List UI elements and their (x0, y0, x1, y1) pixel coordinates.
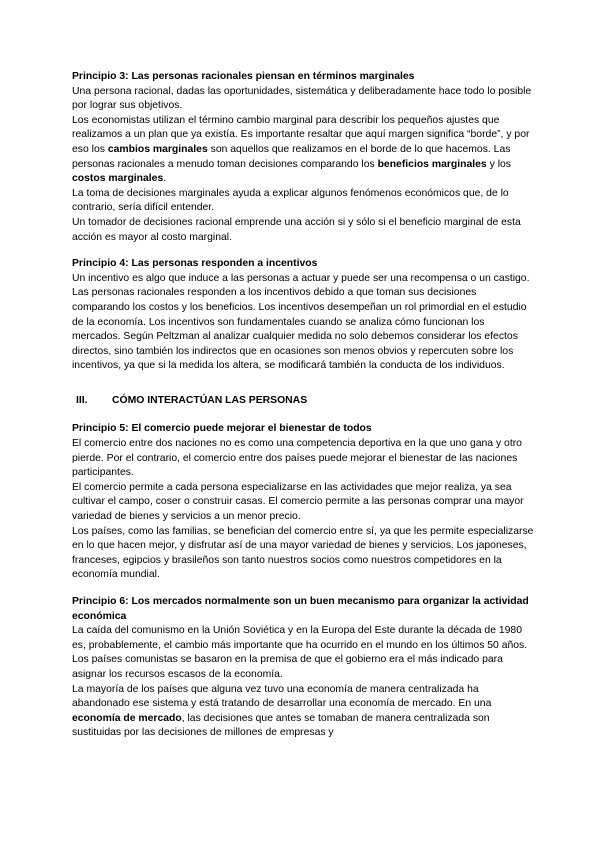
principle-5-paragraph-1: El comercio entre dos naciones no es como una competencia deportiva en la que uno gana y otro pierde. Por el contrario, el comercio entre dos países puede mejorar el bienestar de las naciones participantes. (72, 438, 522, 479)
principle-3-paragraph-2 (72, 114, 534, 187)
section-heading (72, 394, 534, 409)
text-run: . (163, 173, 167, 185)
section-title: CÓMO INTERACTÚAN LAS PERSONAS (112, 394, 308, 406)
bold-term-costos-marginales: costos marginales (72, 173, 164, 185)
bold-term-economia-de-mercado: economía de mercado (72, 712, 182, 724)
document-page (72, 70, 534, 741)
principle-5-title: Principio 5: El comercio puede mejorar el bienestar de todos (72, 423, 372, 435)
principle-6-paragraph-1: La caída del comunismo en la Unión Soviética y en la Europa del Este durante la década de 1980 es, probablemente, el cambio más importante que ha ocurrido en el mundo en los últimos 50 años. Los países comunistas se basaron en la premisa de que el gobierno era el más indicado para asignar los recursos escasos de la economía. (72, 625, 528, 680)
principle-4-paragraph-1: Un incentivo es algo que induce a las personas a actuar y puede ser una recompensa o un castigo. Las personas racionales responden a los incentivos debido a que toman sus decisiones comparando los costos y los beneficios. Los incentivos desempeñan un rol primordial en el estudio de la economía. Los incentivos son fundamentales cuando se analiza cómo funcionan los mercados. Según Peltzman al analizar cualquier medida no solo debemos considerar los efectos directos, sino también los indirectos que en ocasiones son menos obvios y repercuten sobre los incentivos, ya que si la medida los altera, se modificará también la conducta de los individuos. (72, 272, 530, 372)
text-run: Los economistas utilizan el término cambio marginal para describir los pequeños ajustes que realizamos a un plan que ya existía. Es importante resaltar que aquí margen significa “borde”, y por eso los (72, 114, 530, 155)
text-run: , las decisiones que antes se tomaban de manera centralizada son sustituidas por las decisiones de millones de empresas y (72, 712, 490, 739)
principle-3-title: Principio 3: Las personas racionales piensan en términos marginales (72, 71, 415, 82)
principle-3-paragraph-3: La toma de decisiones marginales ayuda a explicar algunos fenómenos económicos que, de lo contrario, sería difícil entender. (72, 187, 509, 214)
bold-term-cambios-marginales: cambios marginales (107, 143, 208, 155)
text-run: y los (486, 158, 511, 170)
principle-3-paragraph-4: Un tomador de decisiones racional emprende una acción si y sólo si el beneficio marginal de esta acción es mayor al costo marginal. (72, 216, 521, 243)
principle-5-paragraph-2: El comercio permite a cada persona especializarse en las actividades que mejor realiza, ya sea cultivar el campo, coser o construir casas. El comercio permite a las personas comprar una mayor variedad de bienes y servicios a un menor precio. (72, 481, 524, 523)
principle-3-paragraph-1: Una persona racional, dadas las oportunidades, sistemática y deliberadamente hace todo lo posible por lograr sus objetivos. (72, 85, 532, 112)
principle-6-title: Principio 6: Los mercados normalmente son un buen mecanismo para organizar la actividad económica (72, 596, 529, 622)
principle-6-paragraph-2 (72, 683, 534, 741)
bold-term-beneficios-marginales: beneficios marginales (377, 158, 487, 170)
principle-4-title: Principio 4: Las personas responden a incentivos (72, 258, 318, 270)
text-run: son aquellos que realizamos en el borde de lo que hacemos. Las personas racionales a menudo toman decisiones comparando los (72, 143, 511, 170)
text-run: La mayoría de los países que alguna vez tuvo una economía de manera centralizada ha abandonado ese sistema y está tratando de desarrollar una economía de mercado. En una (72, 683, 492, 710)
principle-5-paragraph-3: Los países, como las familias, se benefician del comercio entre sí, ya que les permite especializarse en lo que hacen mejor, y disfrutar así de una mayor variedad de bienes y servicios. Los japoneses, franceses, egipcios y brasileños son tanto nuestros socios como nuestros competidores en la economía mundial. (72, 525, 534, 581)
section-number: III. (76, 394, 88, 406)
